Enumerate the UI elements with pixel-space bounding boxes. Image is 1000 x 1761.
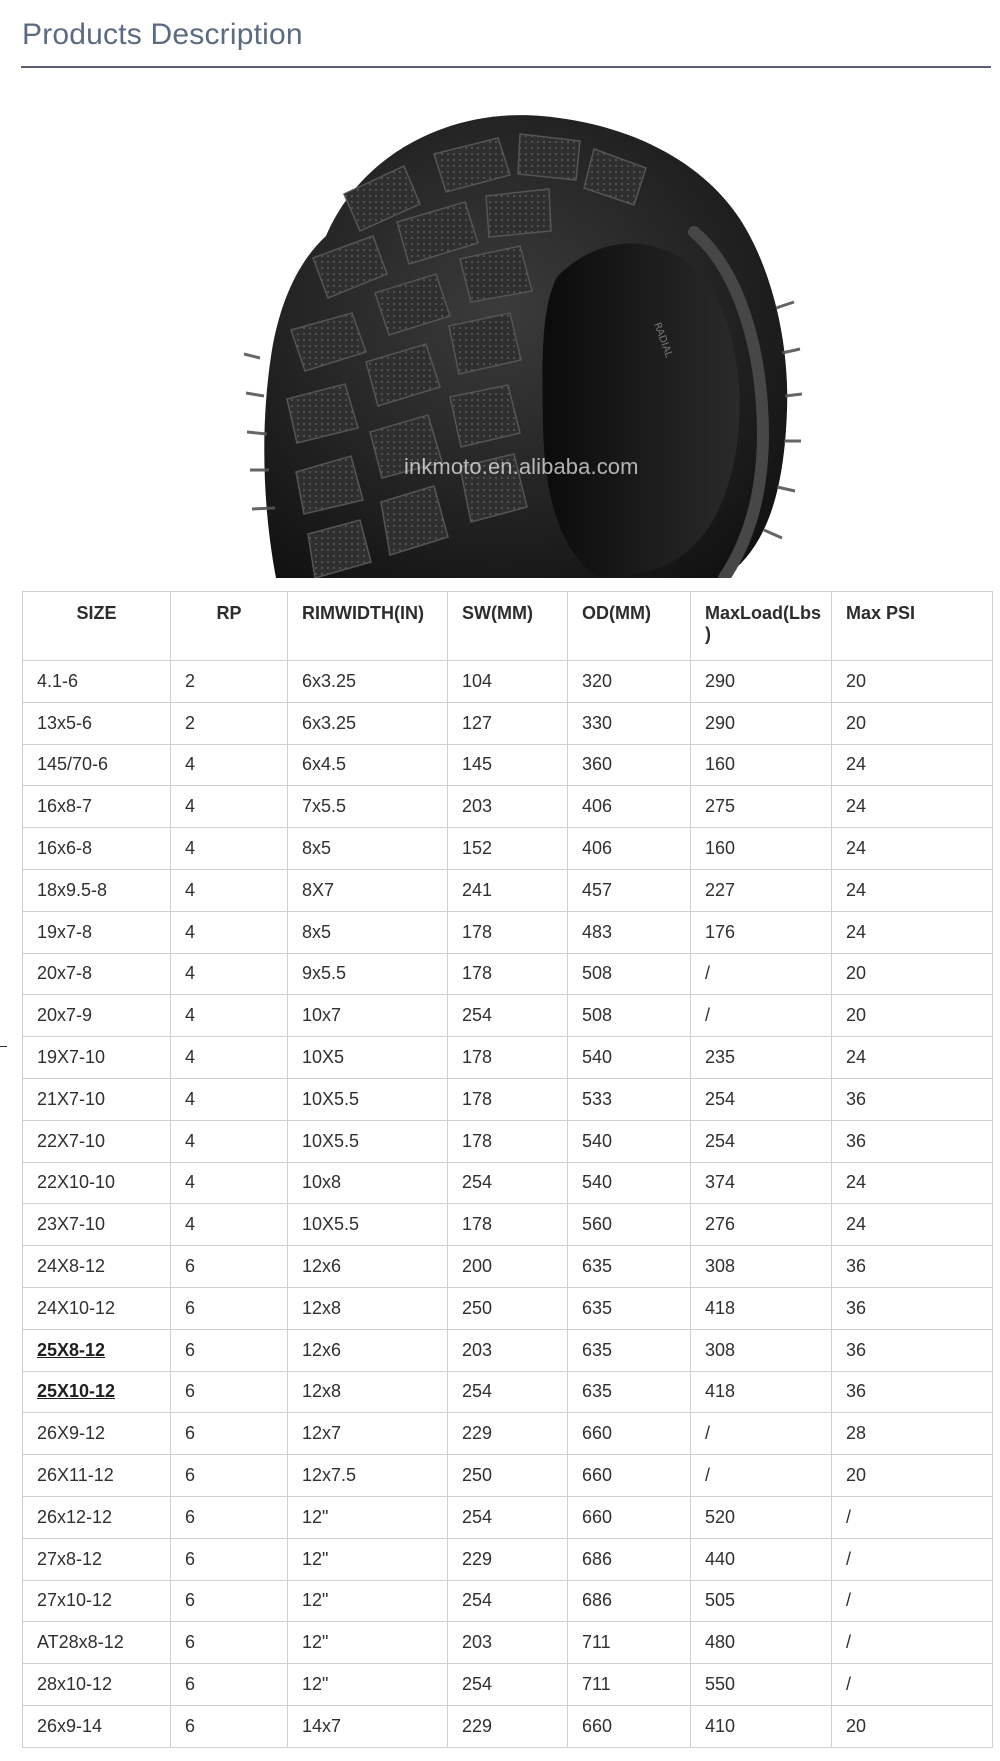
rimwidth-cell: 14x7 bbox=[288, 1705, 448, 1747]
maxload-cell: 308 bbox=[691, 1246, 832, 1288]
svg-text:RADIAL: RADIAL bbox=[651, 321, 674, 360]
rimwidth-cell: 12x6 bbox=[288, 1329, 448, 1371]
sw-cell: 254 bbox=[448, 1580, 568, 1622]
size-cell: 21X7-10 bbox=[23, 1078, 171, 1120]
size-cell: 16x6-8 bbox=[23, 828, 171, 870]
table-row bbox=[23, 828, 993, 870]
maxload-cell: 505 bbox=[691, 1580, 832, 1622]
table-row bbox=[23, 744, 993, 786]
size-cell: 18x9.5-8 bbox=[23, 869, 171, 911]
rimwidth-cell: 12" bbox=[288, 1580, 448, 1622]
table-row bbox=[23, 1580, 993, 1622]
size-cell bbox=[23, 1329, 171, 1371]
sw-cell: 178 bbox=[448, 1120, 568, 1162]
table-row bbox=[23, 1496, 993, 1538]
rp-cell: 2 bbox=[171, 661, 288, 703]
size-cell: 23X7-10 bbox=[23, 1204, 171, 1246]
od-cell: 533 bbox=[568, 1078, 691, 1120]
sw-cell: 178 bbox=[448, 1037, 568, 1079]
sw-cell: 178 bbox=[448, 911, 568, 953]
sw-cell: 178 bbox=[448, 953, 568, 995]
rimwidth-cell: 10X5.5 bbox=[288, 1120, 448, 1162]
table-row bbox=[23, 1622, 993, 1664]
size-cell: 19x7-8 bbox=[23, 911, 171, 953]
maxload-cell: / bbox=[691, 953, 832, 995]
maxpsi-cell: / bbox=[832, 1538, 993, 1580]
size-cell: 26x12-12 bbox=[23, 1496, 171, 1538]
maxpsi-cell: / bbox=[832, 1664, 993, 1706]
maxpsi-cell: 20 bbox=[832, 953, 993, 995]
tire-product-image bbox=[242, 110, 802, 578]
sw-cell: 152 bbox=[448, 828, 568, 870]
table-row bbox=[23, 1705, 993, 1747]
od-cell: 635 bbox=[568, 1329, 691, 1371]
od-cell: 635 bbox=[568, 1246, 691, 1288]
sw-cell: 254 bbox=[448, 1664, 568, 1706]
sw-cell: 250 bbox=[448, 1287, 568, 1329]
sw-cell: 178 bbox=[448, 1078, 568, 1120]
rimwidth-cell: 6x4.5 bbox=[288, 744, 448, 786]
sw-cell: 127 bbox=[448, 702, 568, 744]
rimwidth-cell: 12" bbox=[288, 1664, 448, 1706]
maxpsi-cell: 24 bbox=[832, 1204, 993, 1246]
table-row bbox=[23, 1120, 993, 1162]
maxload-cell: 254 bbox=[691, 1120, 832, 1162]
maxload-cell: 418 bbox=[691, 1371, 832, 1413]
rp-cell: 6 bbox=[171, 1622, 288, 1664]
table-row bbox=[23, 869, 993, 911]
rp-cell: 6 bbox=[171, 1455, 288, 1497]
size-cell: 22X7-10 bbox=[23, 1120, 171, 1162]
maxload-cell: 550 bbox=[691, 1664, 832, 1706]
maxload-cell: 520 bbox=[691, 1496, 832, 1538]
rp-cell: 6 bbox=[171, 1664, 288, 1706]
maxpsi-cell: 20 bbox=[832, 661, 993, 703]
rimwidth-cell: 9x5.5 bbox=[288, 953, 448, 995]
maxpsi-cell: 24 bbox=[832, 786, 993, 828]
maxload-cell: 308 bbox=[691, 1329, 832, 1371]
sw-cell: 250 bbox=[448, 1455, 568, 1497]
maxload-cell: 410 bbox=[691, 1705, 832, 1747]
rimwidth-cell: 6x3.25 bbox=[288, 661, 448, 703]
maxload-cell: 254 bbox=[691, 1078, 832, 1120]
maxload-cell: 290 bbox=[691, 661, 832, 703]
maxpsi-cell: 20 bbox=[832, 995, 993, 1037]
table-row bbox=[23, 1413, 993, 1455]
sw-cell: 104 bbox=[448, 661, 568, 703]
od-cell: 711 bbox=[568, 1622, 691, 1664]
od-cell: 540 bbox=[568, 1162, 691, 1204]
rp-cell: 2 bbox=[171, 702, 288, 744]
od-cell: 660 bbox=[568, 1496, 691, 1538]
table-header-row bbox=[23, 592, 993, 661]
maxpsi-cell: / bbox=[832, 1580, 993, 1622]
table-row bbox=[23, 1078, 993, 1120]
rp-cell: 4 bbox=[171, 1078, 288, 1120]
maxload-cell: 160 bbox=[691, 828, 832, 870]
sw-cell: 254 bbox=[448, 1162, 568, 1204]
rp-cell: 6 bbox=[171, 1413, 288, 1455]
maxpsi-cell: 20 bbox=[832, 1705, 993, 1747]
column-header-maxpsi: Max PSI bbox=[832, 592, 993, 661]
rp-cell: 4 bbox=[171, 869, 288, 911]
maxpsi-cell: 20 bbox=[832, 1455, 993, 1497]
table-row bbox=[23, 1287, 993, 1329]
rp-cell: 4 bbox=[171, 1037, 288, 1079]
sw-cell: 229 bbox=[448, 1705, 568, 1747]
rimwidth-cell: 12" bbox=[288, 1496, 448, 1538]
sw-cell: 254 bbox=[448, 1496, 568, 1538]
maxload-cell: / bbox=[691, 1455, 832, 1497]
rimwidth-cell: 12x7.5 bbox=[288, 1455, 448, 1497]
table-row bbox=[23, 1455, 993, 1497]
size-cell: 24X8-12 bbox=[23, 1246, 171, 1288]
table-row bbox=[23, 911, 993, 953]
tire-image bbox=[242, 110, 802, 578]
size-link[interactable]: 25X8-12 bbox=[37, 1339, 106, 1360]
maxpsi-cell: 36 bbox=[832, 1287, 993, 1329]
od-cell: 660 bbox=[568, 1413, 691, 1455]
sw-cell: 203 bbox=[448, 786, 568, 828]
size-cell: 145/70-6 bbox=[23, 744, 171, 786]
table-row bbox=[23, 1664, 993, 1706]
rp-cell: 4 bbox=[171, 911, 288, 953]
rp-cell: 6 bbox=[171, 1496, 288, 1538]
maxpsi-cell: 24 bbox=[832, 911, 993, 953]
rimwidth-cell: 12x7 bbox=[288, 1413, 448, 1455]
rp-cell: 4 bbox=[171, 786, 288, 828]
od-cell: 360 bbox=[568, 744, 691, 786]
od-cell: 560 bbox=[568, 1204, 691, 1246]
size-cell: 27x8-12 bbox=[23, 1538, 171, 1580]
table-row bbox=[23, 1371, 993, 1413]
size-cell: 16x8-7 bbox=[23, 786, 171, 828]
size-link[interactable]: 25X10-12 bbox=[37, 1381, 116, 1402]
sw-cell: 229 bbox=[448, 1538, 568, 1580]
column-header-rp: RP bbox=[171, 592, 288, 661]
maxload-cell: 480 bbox=[691, 1622, 832, 1664]
maxload-cell: 418 bbox=[691, 1287, 832, 1329]
od-cell: 711 bbox=[568, 1664, 691, 1706]
size-cell: 4.1-6 bbox=[23, 661, 171, 703]
side-marker bbox=[0, 1046, 7, 1047]
maxpsi-cell: 36 bbox=[832, 1120, 993, 1162]
rp-cell: 4 bbox=[171, 1162, 288, 1204]
rp-cell: 6 bbox=[171, 1246, 288, 1288]
od-cell: 540 bbox=[568, 1037, 691, 1079]
size-cell: 20x7-9 bbox=[23, 995, 171, 1037]
maxpsi-cell: 24 bbox=[832, 1037, 993, 1079]
size-cell: AT28x8-12 bbox=[23, 1622, 171, 1664]
rimwidth-cell: 8X7 bbox=[288, 869, 448, 911]
maxpsi-cell: 24 bbox=[832, 869, 993, 911]
maxpsi-cell: 20 bbox=[832, 702, 993, 744]
sw-cell: 200 bbox=[448, 1246, 568, 1288]
table-row bbox=[23, 995, 993, 1037]
rp-cell: 4 bbox=[171, 953, 288, 995]
maxload-cell: 160 bbox=[691, 744, 832, 786]
column-header-rimwidth: RIMWIDTH(IN) bbox=[288, 592, 448, 661]
size-cell: 28x10-12 bbox=[23, 1664, 171, 1706]
od-cell: 330 bbox=[568, 702, 691, 744]
rimwidth-cell: 10X5.5 bbox=[288, 1204, 448, 1246]
specifications-table-container bbox=[22, 591, 992, 1753]
table-row bbox=[23, 702, 993, 744]
products-description-header bbox=[21, 0, 991, 68]
size-cell: 27x10-12 bbox=[23, 1580, 171, 1622]
rp-cell: 6 bbox=[171, 1705, 288, 1747]
maxload-cell: 276 bbox=[691, 1204, 832, 1246]
table-row bbox=[23, 1329, 993, 1371]
table-row bbox=[23, 1204, 993, 1246]
maxpsi-cell: 28 bbox=[832, 1413, 993, 1455]
column-header-size: SIZE bbox=[23, 592, 171, 661]
sw-cell: 241 bbox=[448, 869, 568, 911]
table-row bbox=[23, 1246, 993, 1288]
rp-cell: 6 bbox=[171, 1580, 288, 1622]
od-cell: 508 bbox=[568, 995, 691, 1037]
maxload-cell: 440 bbox=[691, 1538, 832, 1580]
maxload-cell: / bbox=[691, 995, 832, 1037]
rp-cell: 4 bbox=[171, 744, 288, 786]
size-cell: 19X7-10 bbox=[23, 1037, 171, 1079]
tire-specifications-table bbox=[22, 591, 993, 1748]
sw-cell: 203 bbox=[448, 1329, 568, 1371]
od-cell: 635 bbox=[568, 1287, 691, 1329]
size-cell: 24X10-12 bbox=[23, 1287, 171, 1329]
rimwidth-cell: 10X5 bbox=[288, 1037, 448, 1079]
size-cell: 13x5-6 bbox=[23, 702, 171, 744]
maxload-cell: 227 bbox=[691, 869, 832, 911]
od-cell: 660 bbox=[568, 1705, 691, 1747]
size-cell: 20x7-8 bbox=[23, 953, 171, 995]
rimwidth-cell: 8x5 bbox=[288, 828, 448, 870]
rp-cell: 4 bbox=[171, 1204, 288, 1246]
size-cell: 22X10-10 bbox=[23, 1162, 171, 1204]
size-cell: 26x9-14 bbox=[23, 1705, 171, 1747]
od-cell: 635 bbox=[568, 1371, 691, 1413]
od-cell: 406 bbox=[568, 786, 691, 828]
maxload-cell: 275 bbox=[691, 786, 832, 828]
rp-cell: 6 bbox=[171, 1371, 288, 1413]
sw-cell: 145 bbox=[448, 744, 568, 786]
rimwidth-cell: 7x5.5 bbox=[288, 786, 448, 828]
size-cell: 26X9-12 bbox=[23, 1413, 171, 1455]
od-cell: 686 bbox=[568, 1538, 691, 1580]
maxpsi-cell: 24 bbox=[832, 1162, 993, 1204]
od-cell: 540 bbox=[568, 1120, 691, 1162]
sw-cell: 203 bbox=[448, 1622, 568, 1664]
rimwidth-cell: 12x6 bbox=[288, 1246, 448, 1288]
rp-cell: 4 bbox=[171, 995, 288, 1037]
size-cell bbox=[23, 1371, 171, 1413]
maxload-cell: 176 bbox=[691, 911, 832, 953]
maxpsi-cell: 36 bbox=[832, 1078, 993, 1120]
rp-cell: 6 bbox=[171, 1287, 288, 1329]
sw-cell: 178 bbox=[448, 1204, 568, 1246]
rimwidth-cell: 10x8 bbox=[288, 1162, 448, 1204]
od-cell: 457 bbox=[568, 869, 691, 911]
od-cell: 508 bbox=[568, 953, 691, 995]
table-row bbox=[23, 1538, 993, 1580]
rimwidth-cell: 12" bbox=[288, 1622, 448, 1664]
column-header-sw: SW(MM) bbox=[448, 592, 568, 661]
maxpsi-cell: 36 bbox=[832, 1329, 993, 1371]
od-cell: 406 bbox=[568, 828, 691, 870]
column-header-od: OD(MM) bbox=[568, 592, 691, 661]
rimwidth-cell: 8x5 bbox=[288, 911, 448, 953]
rimwidth-cell: 12" bbox=[288, 1538, 448, 1580]
sw-cell: 229 bbox=[448, 1413, 568, 1455]
table-row bbox=[23, 953, 993, 995]
maxpsi-cell: 24 bbox=[832, 744, 993, 786]
column-header-maxload: MaxLoad(Lbs ) bbox=[691, 592, 832, 661]
table-body bbox=[23, 661, 993, 1748]
table-row bbox=[23, 1037, 993, 1079]
od-cell: 686 bbox=[568, 1580, 691, 1622]
rimwidth-cell: 6x3.25 bbox=[288, 702, 448, 744]
rp-cell: 4 bbox=[171, 828, 288, 870]
maxpsi-cell: 24 bbox=[832, 828, 993, 870]
maxload-cell: 235 bbox=[691, 1037, 832, 1079]
watermark-text: inkmoto.en.alibaba.com bbox=[404, 454, 639, 479]
maxpsi-cell: / bbox=[832, 1496, 993, 1538]
sw-cell: 254 bbox=[448, 1371, 568, 1413]
rp-cell: 6 bbox=[171, 1329, 288, 1371]
rimwidth-cell: 12x8 bbox=[288, 1371, 448, 1413]
od-cell: 483 bbox=[568, 911, 691, 953]
rp-cell: 4 bbox=[171, 1120, 288, 1162]
maxpsi-cell: 36 bbox=[832, 1371, 993, 1413]
rimwidth-cell: 10x7 bbox=[288, 995, 448, 1037]
page-title: Products Description bbox=[22, 18, 303, 51]
size-cell: 26X11-12 bbox=[23, 1455, 171, 1497]
maxpsi-cell: 36 bbox=[832, 1246, 993, 1288]
sw-cell: 254 bbox=[448, 995, 568, 1037]
table-row bbox=[23, 661, 993, 703]
rp-cell: 6 bbox=[171, 1538, 288, 1580]
table-row bbox=[23, 786, 993, 828]
rimwidth-cell: 10X5.5 bbox=[288, 1078, 448, 1120]
rimwidth-cell: 12x8 bbox=[288, 1287, 448, 1329]
maxload-cell: 290 bbox=[691, 702, 832, 744]
maxload-cell: 374 bbox=[691, 1162, 832, 1204]
table-row bbox=[23, 1162, 993, 1204]
od-cell: 660 bbox=[568, 1455, 691, 1497]
od-cell: 320 bbox=[568, 661, 691, 703]
maxload-cell: / bbox=[691, 1413, 832, 1455]
maxpsi-cell: / bbox=[832, 1622, 993, 1664]
